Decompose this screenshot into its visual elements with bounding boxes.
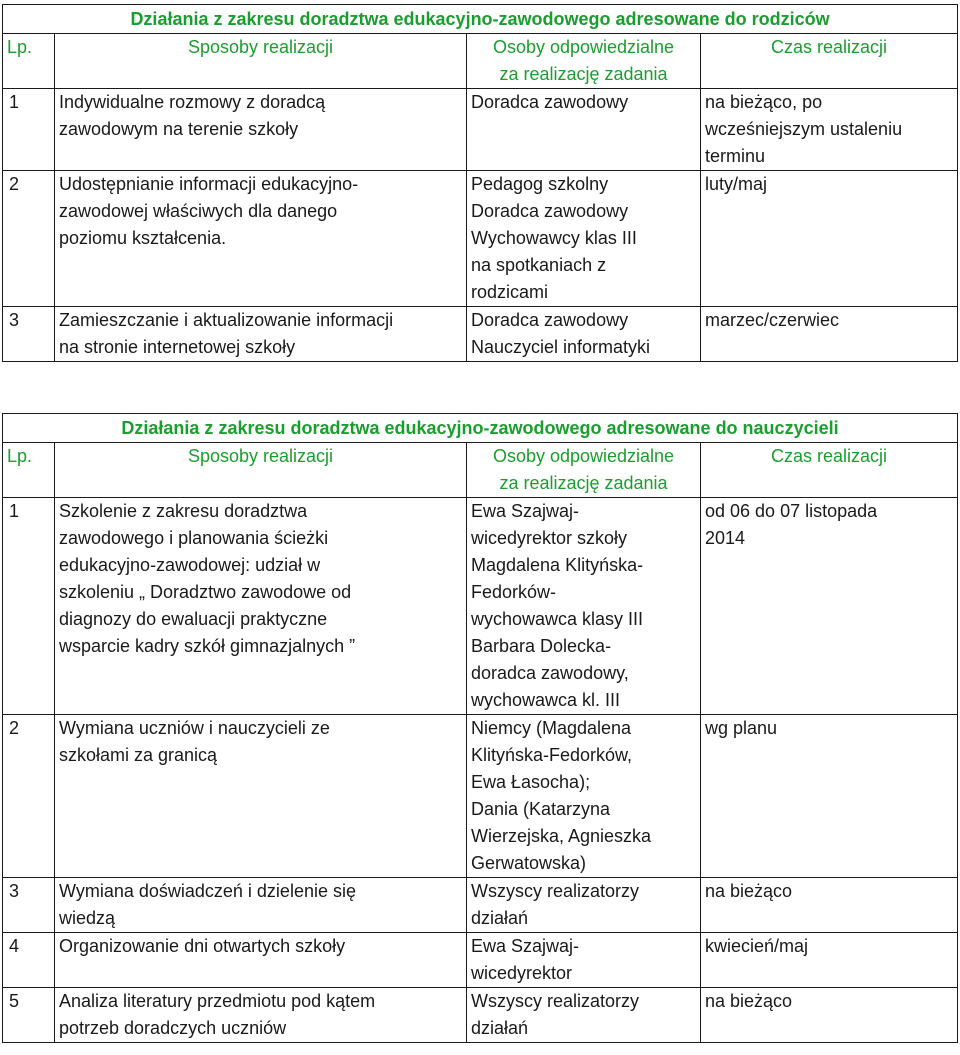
table-title: Działania z zakresu doradztwa edukacyjno-zawodowego adresowane do nauczycieli xyxy=(3,414,958,443)
row-number: 5 xyxy=(3,988,55,1043)
table-header-row xyxy=(3,34,958,89)
row-responsible: Ewa Szajwaj- wicedyrektor szkoły Magdalena Klityńska- Fedorków- wychowawca klasy III Barbara Dolecka- doradca zawodowy, wychowawca kl. III xyxy=(467,498,701,715)
row-responsible: Pedagog szkolny Doradca zawodowy Wychowawcy klas III na spotkaniach z rodzicami xyxy=(467,171,701,307)
row-method: Szkolenie z zakresu doradztwa zawodowego i planowania ścieżki edukacyjno-zawodowej: udział w szkoleniu „ Doradztwo zawodowe od diagnozy do ewaluacji praktyczne wsparcie kadry szkół gimnazjalnych ” xyxy=(55,498,467,715)
table-header-row xyxy=(3,443,958,498)
row-number: 1 xyxy=(3,89,55,171)
row-number: 2 xyxy=(3,171,55,307)
header-lp: Lp. xyxy=(3,34,55,89)
header-time: Czas realizacji xyxy=(701,443,958,498)
row-number: 4 xyxy=(3,933,55,988)
table-row xyxy=(3,498,958,715)
row-method: Udostępnianie informacji edukacyjno- zawodowej właściwych dla danego poziomu kształcenia. xyxy=(55,171,467,307)
row-time: kwiecień/maj xyxy=(701,933,958,988)
row-time: od 06 do 07 listopada 2014 xyxy=(701,498,958,715)
table-row xyxy=(3,171,958,307)
header-responsible: Osoby odpowiedzialne za realizację zadania xyxy=(467,34,701,89)
row-responsible: Wszyscy realizatorzy działań xyxy=(467,878,701,933)
row-number: 1 xyxy=(3,498,55,715)
table-title-row xyxy=(3,5,958,34)
row-number: 3 xyxy=(3,878,55,933)
row-method: Wymiana doświadczeń i dzielenie się wiedzą xyxy=(55,878,467,933)
row-time: na bieżąco, po wcześniejszym ustaleniu terminu xyxy=(701,89,958,171)
row-method: Analiza literatury przedmiotu pod kątem potrzeb doradczych uczniów xyxy=(55,988,467,1043)
row-number: 2 xyxy=(3,715,55,878)
table-row xyxy=(3,89,958,171)
table-title: Działania z zakresu doradztwa edukacyjno-zawodowego adresowane do rodziców xyxy=(3,5,958,34)
row-time: luty/maj xyxy=(701,171,958,307)
parents-actions-table xyxy=(2,4,958,362)
table-row xyxy=(3,933,958,988)
row-responsible: Ewa Szajwaj- wicedyrektor xyxy=(467,933,701,988)
table-row xyxy=(3,715,958,878)
row-time: marzec/czerwiec xyxy=(701,307,958,362)
table-row xyxy=(3,878,958,933)
header-methods: Sposoby realizacji xyxy=(55,34,467,89)
header-methods: Sposoby realizacji xyxy=(55,443,467,498)
row-responsible: Doradca zawodowy Nauczyciel informatyki xyxy=(467,307,701,362)
row-responsible: Wszyscy realizatorzy działań xyxy=(467,988,701,1043)
row-time: na bieżąco xyxy=(701,988,958,1043)
row-method: Indywidualne rozmowy z doradcą zawodowym na terenie szkoły xyxy=(55,89,467,171)
teachers-actions-table xyxy=(2,413,958,1043)
row-time: wg planu xyxy=(701,715,958,878)
table-row xyxy=(3,307,958,362)
row-number: 3 xyxy=(3,307,55,362)
row-method: Wymiana uczniów i nauczycieli ze szkołami za granicą xyxy=(55,715,467,878)
row-method: Zamieszczanie i aktualizowanie informacji na stronie internetowej szkoły xyxy=(55,307,467,362)
header-time: Czas realizacji xyxy=(701,34,958,89)
table-title-row xyxy=(3,414,958,443)
row-responsible: Niemcy (Magdalena Klityńska-Fedorków, Ewa Łasocha); Dania (Katarzyna Wierzejska, Agnieszka Gerwatowska) xyxy=(467,715,701,878)
row-method: Organizowanie dni otwartych szkoły xyxy=(55,933,467,988)
header-responsible: Osoby odpowiedzialne za realizację zadania xyxy=(467,443,701,498)
row-time: na bieżąco xyxy=(701,878,958,933)
row-responsible: Doradca zawodowy xyxy=(467,89,701,171)
table-row xyxy=(3,988,958,1043)
header-lp: Lp. xyxy=(3,443,55,498)
